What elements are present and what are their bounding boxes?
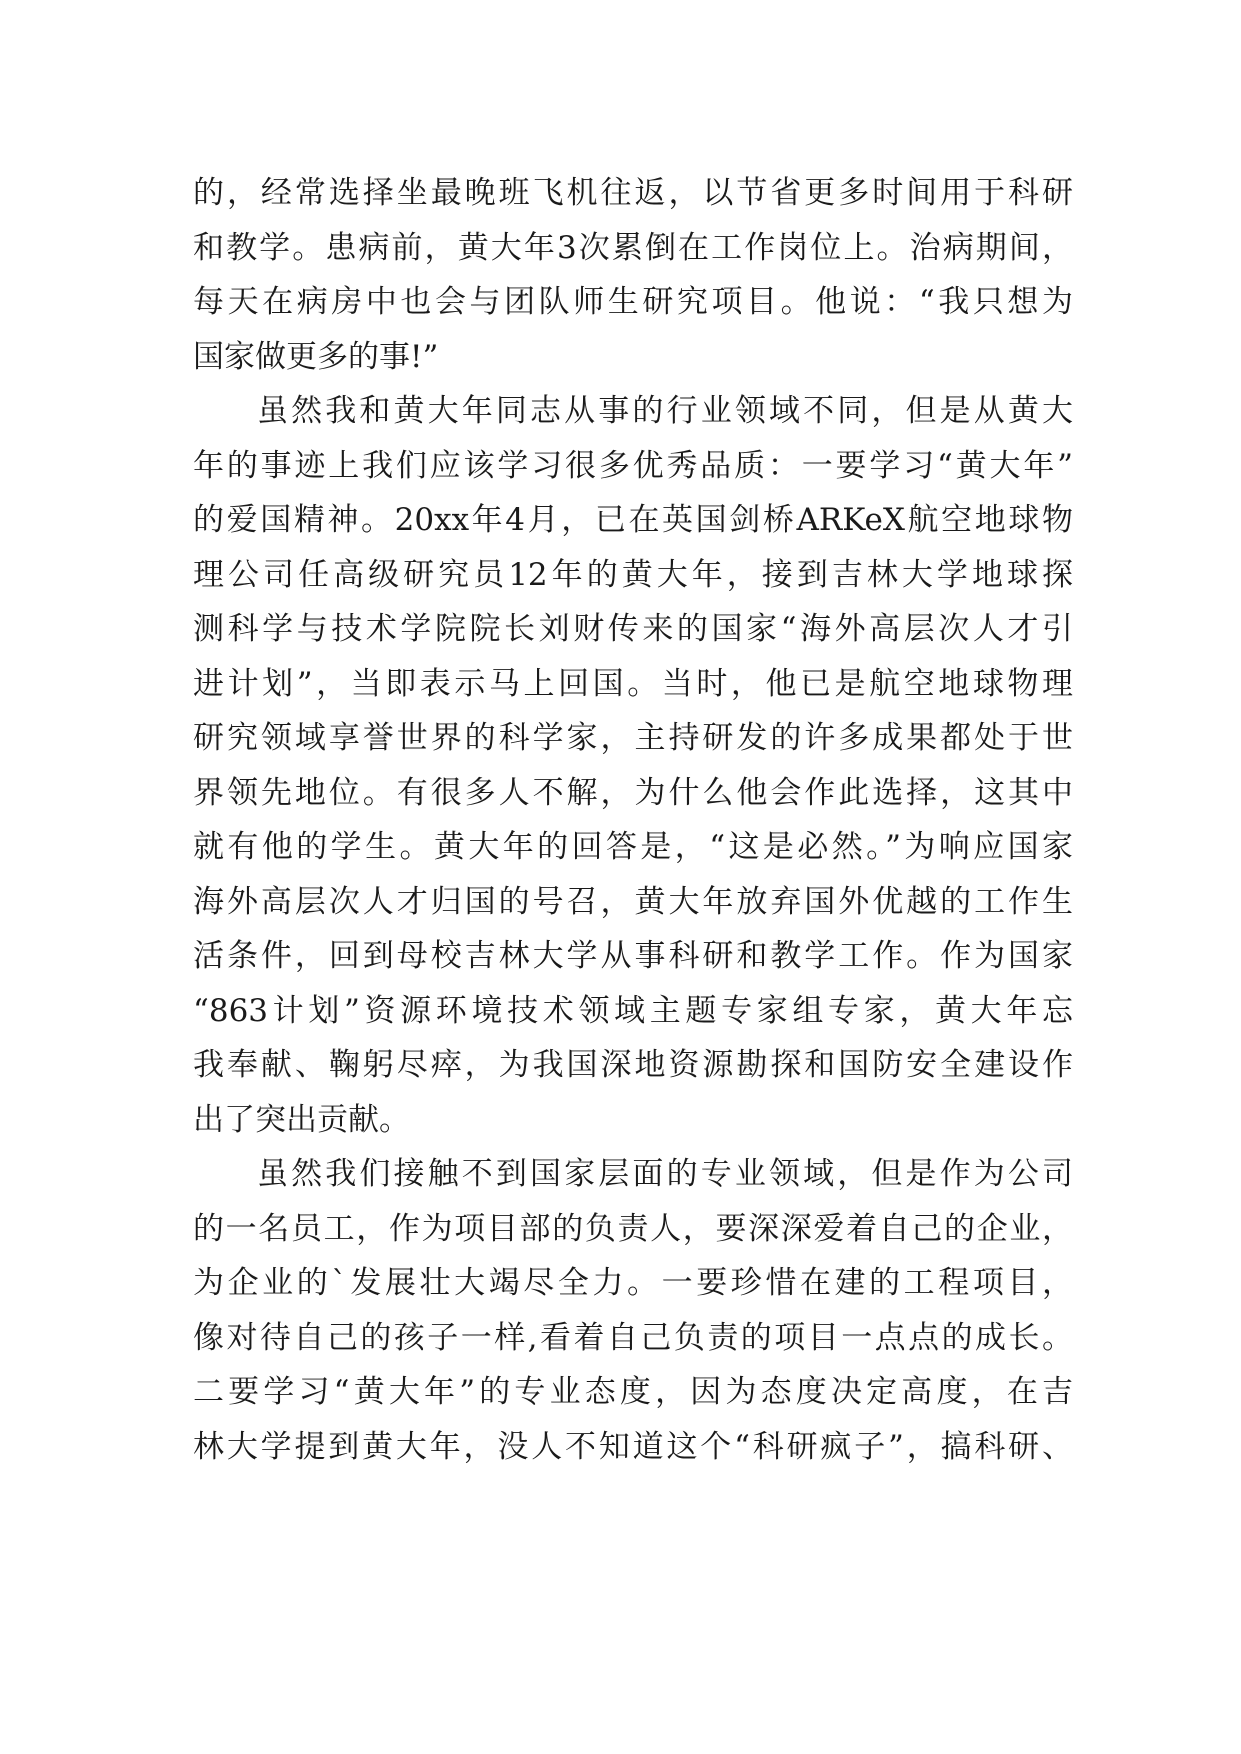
text-line: 活条件，回到母校吉林大学从事科研和教学工作。作为国家 xyxy=(193,938,1073,974)
text-line: “863计划”资源环境技术领域主题专家组专家，黄大年忘 xyxy=(193,992,1073,1029)
text-line: 的，经常选择坐最晚班飞机往返，以节省更多时间用于科研 xyxy=(193,175,1073,211)
text-line: 林大学提到黄大年，没人不知道这个“科研疯子”，搞科研、 xyxy=(193,1428,1073,1465)
text-line: 为企业的`发展壮大竭尽全力。一要珍惜在建的工程项目， xyxy=(193,1265,1073,1301)
text-line: 界领先地位。有很多人不解，为什么他会作此选择，这其中 xyxy=(193,774,1073,811)
text-line: 进计划”，当即表示马上回国。当时，他已是航空地球物理 xyxy=(193,665,1073,702)
text-line: 的爱国精神。20xx年4月，已在英国剑桥ARKeX航空地球物 xyxy=(193,502,1073,538)
text-line: 像对待自己的孩子一样,看着自己负责的项目一点点的成长。 xyxy=(193,1319,1073,1356)
text-line: 国家做更多的事!” xyxy=(193,338,439,375)
text-line: 和教学。患病前，黄大年3次累倒在工作岗位上。治病期间， xyxy=(193,229,1073,266)
text-line: 每天在病房中也会与团队师生研究项目。他说：“我只想为 xyxy=(193,284,1073,320)
text-line: 年的事迹上我们应该学习很多优秀品质：一要学习“黄大年” xyxy=(193,447,1073,484)
body-text xyxy=(193,166,1073,1474)
text-line: 研究领域享誉世界的科学家，主持研发的许多成果都处于世 xyxy=(193,720,1073,756)
text-line: 的一名员工，作为项目部的负责人，要深深爱着自己的企业， xyxy=(193,1210,1073,1247)
text-line: 海外高层次人才归国的号召，黄大年放弃国外优越的工作生 xyxy=(193,883,1073,920)
text-line: 虽然我们接触不到国家层面的专业领域，但是作为公司 xyxy=(257,1156,1073,1192)
text-line: 就有他的学生。黄大年的回答是，“这是必然。”为响应国家 xyxy=(193,829,1073,865)
text-line: 出了突出贡献。 xyxy=(193,1101,410,1138)
text-line: 我奉献、鞠躬尽瘁，为我国深地资源勘探和国防安全建设作 xyxy=(193,1047,1073,1083)
text-line: 理公司任高级研究员12年的黄大年，接到吉林大学地球探 xyxy=(193,556,1073,593)
text-line: 虽然我和黄大年同志从事的行业领域不同，但是从黄大 xyxy=(257,393,1073,429)
text-line: 二要学习“黄大年”的专业态度，因为态度决定高度，在吉 xyxy=(193,1374,1073,1410)
text-line: 测科学与技术学院院长刘财传来的国家“海外高层次人才引 xyxy=(193,611,1073,647)
